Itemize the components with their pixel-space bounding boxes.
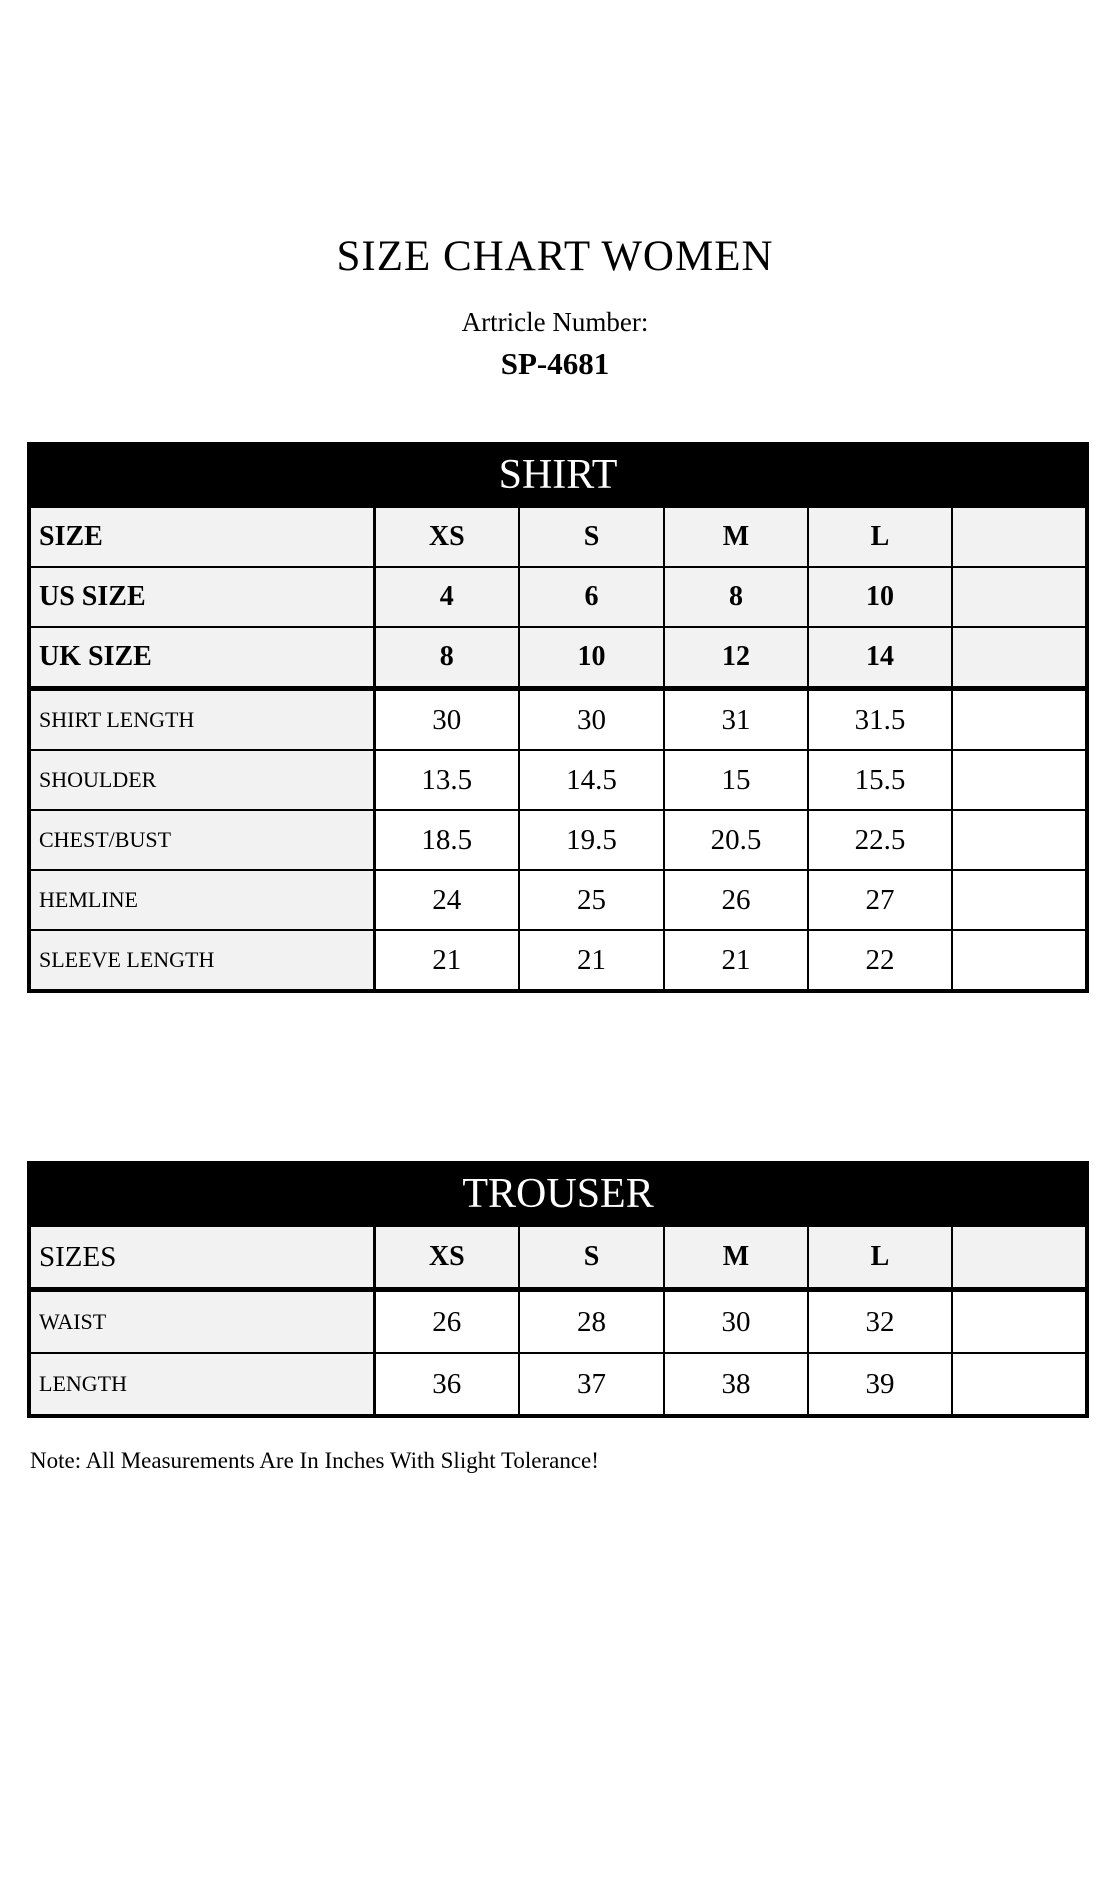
table-row [29,506,1087,567]
row-label: SLEEVE LENGTH [29,930,374,991]
table-row [29,567,1087,627]
value-cell: 36 [374,1353,519,1416]
value-cell: 30 [519,689,664,751]
value-cell: 37 [519,1353,664,1416]
row-label: UK SIZE [29,627,374,689]
value-cell: 21 [374,930,519,991]
table-row [29,1290,1087,1354]
article-number-label: Artricle Number: [461,307,649,337]
row-label: HEMLINE [29,870,374,930]
value-cell: 15 [664,750,808,810]
value-cell: 8 [374,627,519,689]
empty-cell [952,1290,1087,1354]
empty-cell [952,870,1087,930]
value-cell: M [664,1225,808,1290]
value-cell: 30 [374,689,519,751]
value-cell: 13.5 [374,750,519,810]
value-cell: 39 [808,1353,952,1416]
note-text: Note: All Measurements Are In Inches With Slight Tolerance! [30,1448,599,1473]
row-label: WAIST [29,1290,374,1354]
row-label: LENGTH [29,1353,374,1416]
value-cell: 15.5 [808,750,952,810]
value-cell: 18.5 [374,810,519,870]
value-cell: S [519,506,664,567]
value-cell: 19.5 [519,810,664,870]
empty-cell [952,689,1087,751]
value-cell: 20.5 [664,810,808,870]
value-cell: 30 [664,1290,808,1354]
empty-cell [952,1353,1087,1416]
shirt-size-table [27,442,1089,993]
empty-cell [952,506,1087,567]
value-cell: 26 [664,870,808,930]
value-cell: 38 [664,1353,808,1416]
trouser-table-header-row [29,1163,1087,1225]
value-cell: 28 [519,1290,664,1354]
value-cell: 26 [374,1290,519,1354]
value-cell: 4 [374,567,519,627]
value-cell: 27 [808,870,952,930]
empty-cell [952,810,1087,870]
row-label: SIZE [29,506,374,567]
table-row [29,627,1087,689]
value-cell: 12 [664,627,808,689]
empty-cell [952,627,1087,689]
row-label: SHIRT LENGTH [29,689,374,751]
value-cell: L [808,1225,952,1290]
table-row [29,750,1087,810]
value-cell: 21 [519,930,664,991]
value-cell: 22 [808,930,952,991]
table-row [29,689,1087,751]
value-cell: L [808,506,952,567]
shirt-table-title: SHIRT [29,444,1087,506]
table-row [29,1353,1087,1416]
trouser-table-title: TROUSER [29,1163,1087,1225]
value-cell: 8 [664,567,808,627]
table-row [29,930,1087,991]
row-label: SIZES [29,1225,374,1290]
table-row [29,1225,1087,1290]
page-title: SIZE CHART WOMEN [336,233,774,280]
value-cell: 14 [808,627,952,689]
table-row [29,870,1087,930]
empty-cell [952,1225,1087,1290]
value-cell: S [519,1225,664,1290]
value-cell: 21 [664,930,808,991]
value-cell: XS [374,1225,519,1290]
value-cell: 6 [519,567,664,627]
shirt-table-header-row [29,444,1087,506]
empty-cell [952,750,1087,810]
empty-cell [952,930,1087,991]
value-cell: 31 [664,689,808,751]
value-cell: M [664,506,808,567]
value-cell: 10 [519,627,664,689]
trouser-size-table [27,1161,1089,1418]
value-cell: 31.5 [808,689,952,751]
value-cell: 10 [808,567,952,627]
value-cell: XS [374,506,519,567]
row-label: CHEST/BUST [29,810,374,870]
row-label: SHOULDER [29,750,374,810]
article-number-value: SP-4681 [500,346,610,381]
table-row [29,810,1087,870]
value-cell: 32 [808,1290,952,1354]
value-cell: 24 [374,870,519,930]
value-cell: 22.5 [808,810,952,870]
empty-cell [952,567,1087,627]
row-label: US SIZE [29,567,374,627]
value-cell: 25 [519,870,664,930]
value-cell: 14.5 [519,750,664,810]
